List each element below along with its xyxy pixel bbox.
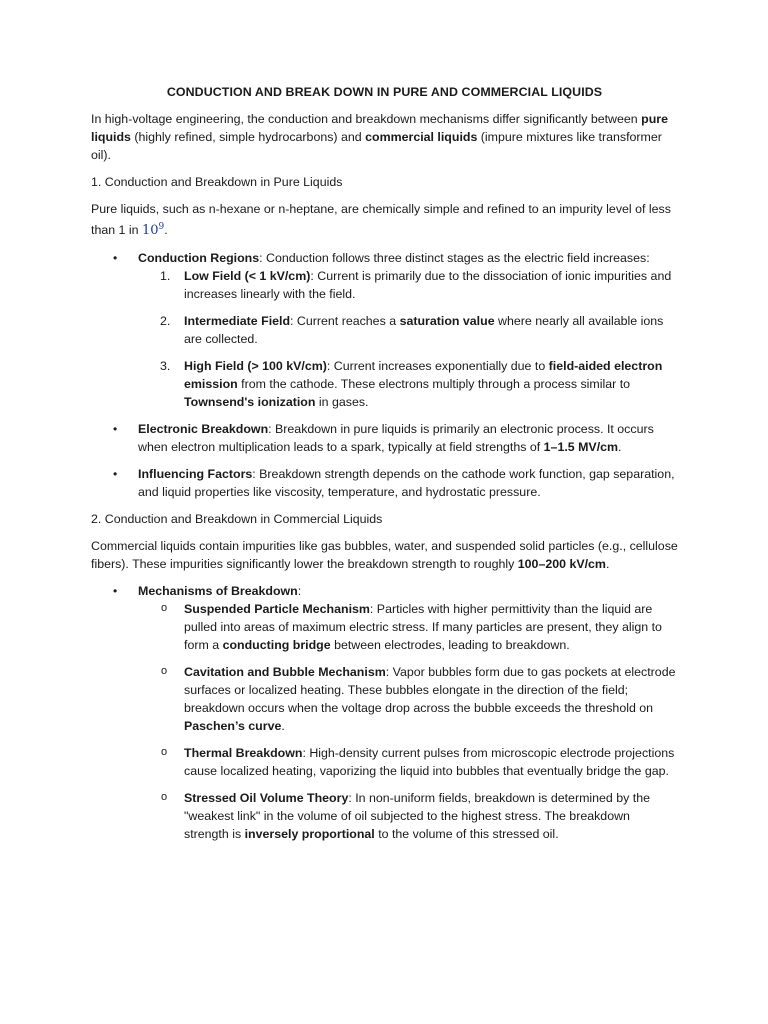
item-label: Low Field (< 1 kV/cm) (184, 269, 311, 283)
bullet-label: Electronic Breakdown (138, 422, 269, 436)
circle-marker: o (161, 665, 168, 677)
power-exponent: 9 (158, 222, 165, 232)
item-text: : Current increases exponentially due to (326, 359, 549, 373)
section1-paragraph (91, 200, 678, 240)
bullet-marker: • (113, 251, 118, 265)
bullet-marker: • (113, 584, 118, 598)
bullet-marker: • (113, 422, 118, 436)
section2-bold-value: 100–200 kV/cm (517, 557, 606, 571)
intro-bold-commercial-liquids: commercial liquids (365, 130, 478, 144)
power-base: 10 (141, 223, 159, 238)
item-label: High Field (> 100 kV/cm) (184, 359, 327, 373)
section2-bullet-list (91, 582, 678, 843)
list-item-thermal-breakdown (91, 744, 678, 780)
intro-text: In high-voltage engineering, the conduction and breakdown mechanisms differ significantly between (91, 112, 642, 126)
item-bold: field-aided electron emission (184, 359, 663, 391)
circle-marker: o (161, 791, 168, 803)
bullet-label: Conduction Regions (138, 251, 260, 265)
section2-paragraph (91, 537, 678, 573)
bullet-label: Mechanisms of Breakdown (138, 584, 298, 598)
item-text: to the volume of this stressed oil. (374, 827, 559, 841)
item-label: Suspended Particle Mechanism (184, 602, 370, 616)
section2-heading: 2. Conduction and Breakdown in Commercial Liquids (91, 512, 383, 526)
item-text: : In non-uniform fields, breakdown is determined by the "weakest link" in the volume of oil subjected to the highest stress. The breakdown strength is (184, 791, 651, 841)
bullet-text: : Conduction follows three distinct stages as the electric field increases: (259, 251, 650, 265)
item-bold: inversely proportional (244, 827, 375, 841)
bullet-text: : Breakdown in pure liquids is primarily an electronic process. It occurs when electron multiplication leads to a spark, typically at field strengths of (138, 422, 654, 454)
item-label: Cavitation and Bubble Mechanism (184, 665, 386, 679)
power-of-ten (142, 223, 164, 238)
bullet-label: Influencing Factors (138, 467, 253, 481)
bullet-marker: • (113, 467, 118, 481)
item-bold: conducting bridge (222, 638, 331, 652)
intro-paragraph (91, 110, 678, 164)
bullet-bold-value: 1–1.5 MV/cm (543, 440, 619, 454)
item-text: . (281, 719, 285, 733)
list-item-cavitation-bubble (91, 663, 678, 735)
list-item-influencing-factors (91, 465, 678, 501)
mechanisms-list (138, 600, 678, 843)
item-text: : Current is primarily due to the dissociation of ionic impurities and increases linearly with the field. (184, 269, 672, 301)
section1-text: Pure liquids, such as n-hexane or n-heptane, are chemically simple and refined to an impurity level of less than 1 in (91, 202, 671, 237)
document-title: CONDUCTION AND BREAK DOWN IN PURE AND COMMERCIAL LIQUIDS (166, 85, 603, 99)
bullet-text: : (297, 584, 302, 598)
number-marker: 2. (160, 314, 171, 328)
conduction-regions-list (138, 267, 678, 411)
item-text: between electrodes, leading to breakdown. (330, 638, 570, 652)
section1-bullet-list (91, 249, 678, 501)
item-label: Intermediate Field (184, 314, 291, 328)
list-item-suspended-particle (91, 600, 678, 654)
list-item-high-field (91, 357, 678, 411)
intro-text: (highly refined, simple hydrocarbons) and (130, 130, 366, 144)
item-text: from the cathode. These electrons multiply through a process similar to (237, 377, 631, 391)
number-marker: 1. (160, 269, 171, 283)
item-text: : Vapor bubbles form due to gas pockets at electrode surfaces or localized heating. These bubbles elongate in the direction of the field; breakdown occurs when the voltage drop across the bubble exceeds the threshold on (184, 665, 676, 715)
list-item-electronic-breakdown (91, 420, 678, 456)
circle-marker: o (161, 602, 168, 614)
intro-text: (impure mixtures like transformer oil). (91, 130, 662, 162)
item-bold: Townsend's ionization (184, 395, 316, 409)
item-text: : High-density current pulses from microscopic electrode projections cause localized heating, vaporizing the liquid into bubbles that eventually bridge the gap. (184, 746, 675, 778)
list-item-low-field (91, 267, 678, 303)
section1-text: . (164, 223, 168, 237)
item-bold: saturation value (399, 314, 495, 328)
bullet-text: . (618, 440, 622, 454)
section2-text: Commercial liquids contain impurities like gas bubbles, water, and suspended solid particles (e.g., cellulose fibers). These impurities significantly lower the breakdown strength to roughly (91, 539, 678, 571)
item-text: : Current reaches a (290, 314, 400, 328)
item-label: Stressed Oil Volume Theory (184, 791, 349, 805)
item-label: Thermal Breakdown (184, 746, 303, 760)
item-bold: Paschen’s curve (184, 719, 282, 733)
list-item-conduction-regions (91, 249, 678, 411)
section2-text: . (605, 557, 610, 571)
section1-heading: 1. Conduction and Breakdown in Pure Liquids (91, 175, 343, 189)
intro-bold-pure-liquids: pure liquids (91, 112, 668, 144)
list-item-stressed-oil-volume (91, 789, 678, 843)
list-item-intermediate-field (91, 312, 678, 348)
list-item-mechanisms (91, 582, 678, 843)
item-text: : Particles with higher permittivity than the liquid are pulled into areas of maximum electric stress. If many particles are present, they align to form a (184, 602, 662, 652)
number-marker: 3. (160, 359, 171, 373)
circle-marker: o (161, 746, 168, 758)
bullet-text: : Breakdown strength depends on the cathode work function, gap separation, and liquid properties like viscosity, temperature, and hydrostatic pressure. (138, 467, 675, 499)
item-text: where nearly all available ions are collected. (184, 314, 664, 346)
item-text: in gases. (315, 395, 369, 409)
